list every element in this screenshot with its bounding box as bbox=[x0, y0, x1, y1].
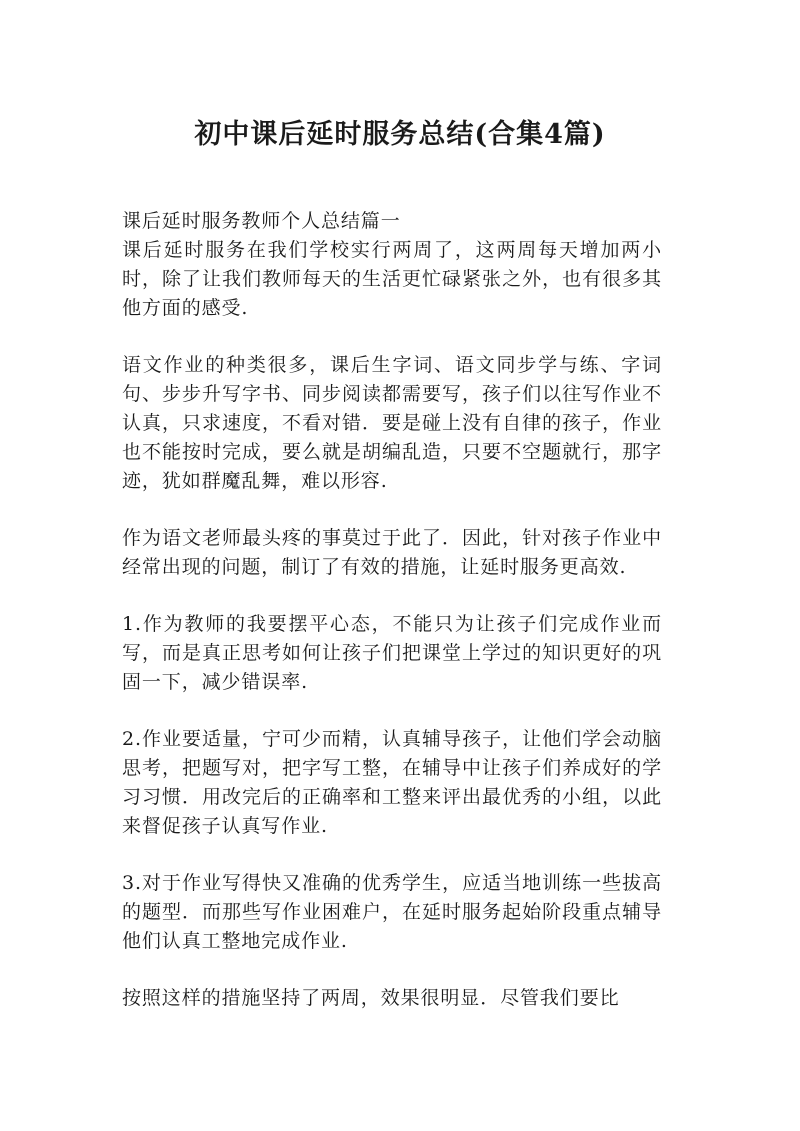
paragraph-spacer bbox=[122, 841, 662, 869]
section-heading: 课后延时服务教师个人总结篇一 bbox=[122, 210, 401, 232]
paragraph-point-1: 1.作为教师的我要摆平心态，不能只为让孩子们完成作业而写，而是真正思考如何让孩子们把课堂上学过的知识更好的巩固一下，减少错误率. bbox=[122, 613, 662, 693]
paragraph-point-3: 3.对于作业写得快又准确的优秀学生，应适当地训练一些拔高的题型．而那些写作业困难户，在延时服务起始阶段重点辅导他们认真工整地完成作业. bbox=[122, 872, 662, 952]
paragraph-point-2: 2.作业要适量，宁可少而精，认真辅导孩子，让他们学会动脑思考，把题写对，把字写工整，在辅导中让孩子们养成好的学习习惯．用改完后的正确率和工整来评出最优秀的小组，以此来督促孩子认真写作业. bbox=[122, 728, 662, 837]
paragraph-result: 按照这样的措施坚持了两周，效果很明显．尽管我们要比 bbox=[122, 987, 620, 1009]
paragraph-intro: 课后延时服务在我们学校实行两周了，这两周每天增加两小时，除了让我们教师每天的生活更忙碌紧张之外，也有很多其他方面的感受. bbox=[122, 239, 662, 319]
paragraph-spacer bbox=[122, 323, 662, 351]
paragraph-homework-types: 语文作业的种类很多，课后生字词、语文同步学与练、字词句、步步升写字书、同步阅读都需要写，孩子们以往写作业不认真，只求速度，不看对错．要是碰上没有自律的孩子，作业也不能按时完成，要么就是胡编乱造，只要不空题就行，那字迹，犹如群魔乱舞，难以形容. bbox=[122, 354, 662, 492]
document-body bbox=[122, 207, 662, 1013]
paragraph-spacer bbox=[122, 697, 662, 725]
paragraph-spacer bbox=[122, 956, 662, 984]
document-title: 初中课后延时服务总结(合集4篇) bbox=[194, 119, 606, 150]
paragraph-measures: 作为语文老师最头疼的事莫过于此了．因此，针对孩子作业中经常出现的问题，制订了有效的措施，让延时服务更高效. bbox=[122, 527, 662, 578]
paragraph-spacer bbox=[122, 582, 662, 610]
paragraph-spacer bbox=[122, 496, 662, 524]
